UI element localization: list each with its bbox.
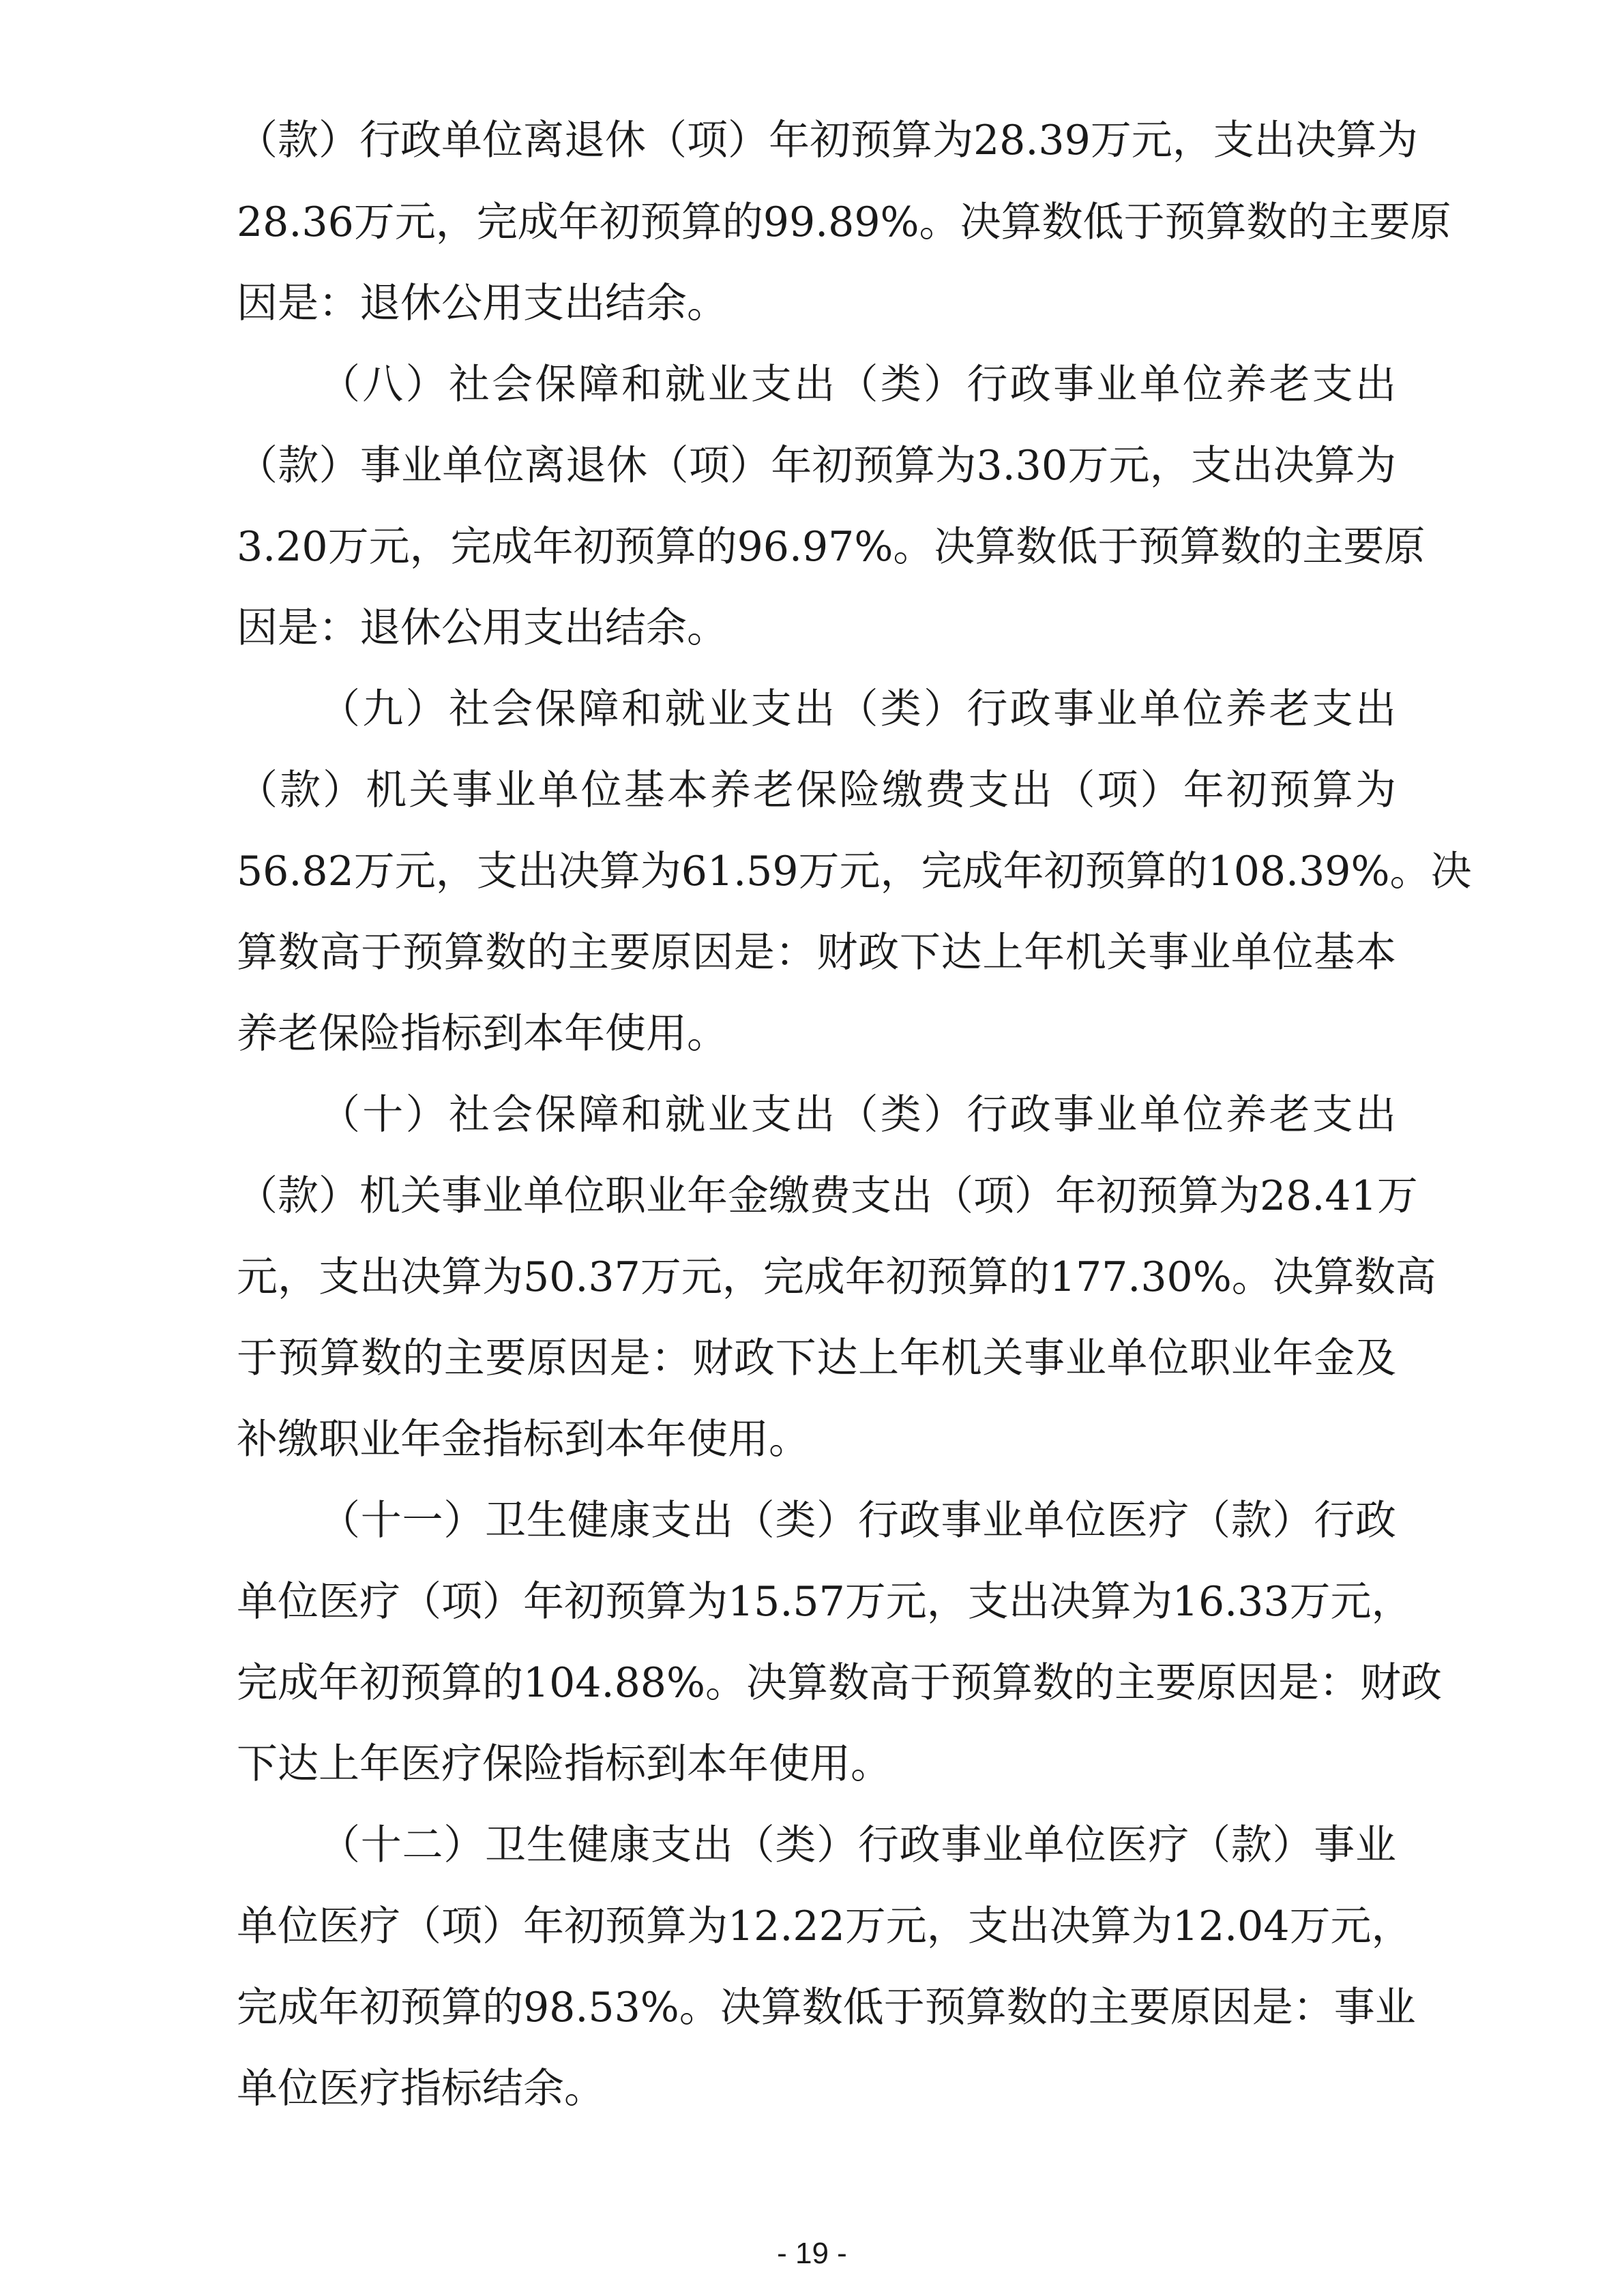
paragraph-line: （十二）卫生健康支出（类）行政事业单位医疗（款）事业 (319, 1821, 1396, 1869)
paragraph-line: 下达上年医疗保险指标到本年使用。 (237, 1740, 891, 1788)
paragraph-line: 于预算数的主要原因是：财政下达上年机关事业单位职业年金及 (237, 1335, 1396, 1382)
paragraph-line: 单位医疗指标结余。 (237, 2065, 605, 2113)
paragraph-line: 单位医疗（项）年初预算为15.57万元，支出决算为16.33万元， (237, 1578, 1413, 1626)
paragraph-line: （款）机关事业单位职业年金缴费支出（项）年初预算为28.41万 (237, 1172, 1418, 1220)
paragraph-line: 算数高于预算数的主要原因是：财政下达上年机关事业单位基本 (237, 929, 1396, 976)
paragraph-line: （十一）卫生健康支出（类）行政事业单位医疗（款）行政 (319, 1497, 1396, 1545)
paragraph-line: （款）行政单位离退休（项）年初预算为28.39万元，支出决算为 (237, 117, 1418, 164)
paragraph-line: （款）事业单位离退休（项）年初预算为3.30万元，支出决算为 (237, 442, 1396, 490)
paragraph-line: 养老保险指标到本年使用。 (237, 1010, 728, 1058)
paragraph-line: 完成年初预算的98.53%。决算数低于预算数的主要原因是：事业 (237, 1984, 1416, 2031)
paragraph-line: （十）社会保障和就业支出（类）行政事业单位养老支出 (319, 1091, 1396, 1139)
page-number: - 19 - (777, 2237, 847, 2270)
paragraph-line: 3.20万元，完成年初预算的96.97%。决算数低于预算数的主要原 (237, 523, 1426, 571)
paragraph-line: 单位医疗（项）年初预算为12.22万元，支出决算为12.04万元， (237, 1903, 1413, 1950)
paragraph-line: （九）社会保障和就业支出（类）行政事业单位养老支出 (319, 685, 1396, 733)
paragraph-line: 因是：退休公用支出结余。 (237, 280, 728, 327)
paragraph-line: 完成年初预算的104.88%。决算数高于预算数的主要原因是：财政 (237, 1659, 1442, 1707)
paragraph-line: 补缴职业年金指标到本年使用。 (237, 1416, 810, 1463)
paragraph-line: 元，支出决算为50.37万元，完成年初预算的177.30%。决算数高 (237, 1253, 1436, 1301)
paragraph-line: 因是：退休公用支出结余。 (237, 604, 728, 652)
paragraph-line: （八）社会保障和就业支出（类）行政事业单位养老支出 (319, 361, 1396, 408)
paragraph-line: 56.82万元，支出决算为61.59万元，完成年初预算的108.39%。决 (237, 848, 1472, 895)
paragraph-line: 28.36万元，完成年初预算的99.89%。决算数低于预算数的主要原 (237, 198, 1451, 246)
paragraph-line: （款）机关事业单位基本养老保险缴费支出（项）年初预算为 (237, 766, 1396, 814)
